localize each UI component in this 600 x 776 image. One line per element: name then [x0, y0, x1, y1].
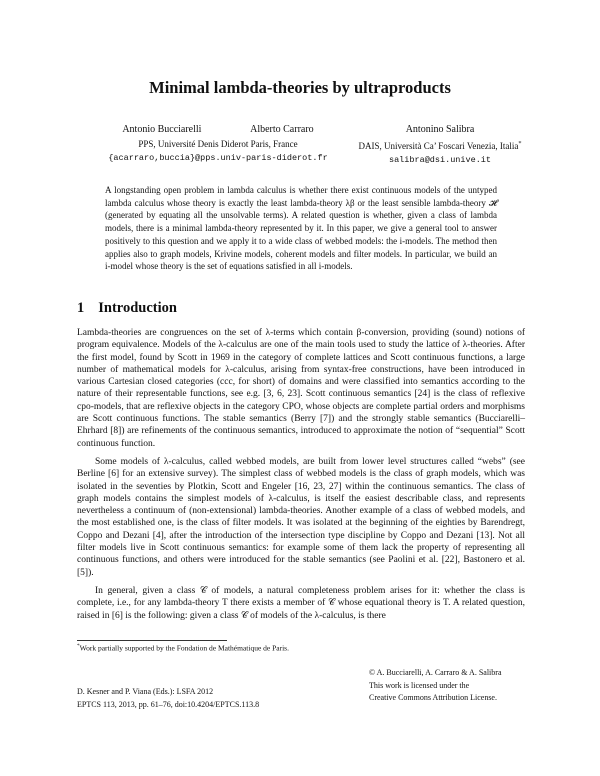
author-affiliation: DAIS, Università Ca’ Foscari Venezia, Italia*	[358, 140, 522, 151]
author-name: Alberto Carraro	[250, 124, 314, 135]
section-title: Introduction	[98, 300, 177, 316]
publication-line: D. Kesner and P. Viana (Eds.): LSFA 2012	[77, 687, 214, 696]
author-name: Antonino Salibra	[405, 124, 475, 135]
author-names-left	[98, 122, 338, 137]
author-name: Antonio Bucciarelli	[122, 124, 202, 135]
publication-info	[77, 686, 259, 711]
author-email: {acarraro,buccia}@pps.univ-paris-diderot.fr	[108, 153, 328, 163]
author-email: salibra@dsi.unive.it	[388, 155, 492, 165]
footnote-rule	[77, 640, 227, 641]
abstract: A longstanding open problem in lambda calculus is whether there exist continuous models of the untyped lambda calculus whose theory is exactly the least lambda-theory λβ or the least sensible lambda-theory 𝓗 (generated by equating all the unsolvable terms). A related question is whether, given a class of lambda models, there is a minimal lambda-theory represented by it. In this paper, we give a general tool to answer positively to this question and we apply it to a wide class of webbed models: the i-models. The method then applies also to graph models, Krivine models, coherent models and filter models. In particular, we build an i-model whose theory is the set of equations satisfied in all i-models.	[105, 185, 497, 272]
footnote-mark: *	[518, 140, 522, 147]
copyright-line: © A. Bucciarelli, A. Carraro & A. Salibra	[369, 668, 502, 677]
body-text	[77, 327, 525, 622]
footnote-mark: *	[77, 643, 80, 649]
license-line: Creative Commons Attribution License.	[369, 693, 497, 702]
footnote-text: Work partially supported by the Fondation de Mathématique de Paris.	[79, 643, 289, 653]
author-block-right	[350, 122, 530, 167]
author-affiliation: PPS, Université Denis Diderot Paris, France	[138, 139, 298, 149]
publication-line: EPTCS 113, 2013, pp. 61–76, doi:10.4204/EPTCS.113.8	[77, 699, 260, 709]
paragraph: Lambda-theories are congruences on the set of λ-terms which contain β-conversion, providing (sound) notions of program equivalence. Models of the λ-calculus are one of the main tools used to study the lattice of λ-theories. After the first model, found by Scott in 1969 in the category of complete lattices and Scott continuous functions, a large number of mathematical models for λ-calculus, arising from syntax-free constructions, have been introduced in various Cartesian closed categories (ccc, for short) of domains and were classified into semantics according to the nature of their representable functions, see e.g. [3, 6, 23]. Scott continuous semantics [24] is the class of reflexive cpo-models, that are reflexive objects in the category CPO, whose objects are complete partial orders and morphisms are Scott continuous functions. The stable semantics (Berry [7]) and the strongly stable semantics (Bucciarelli–Ehrhard [8]) are refinements of the continuous semantics, introduced to approximate the notion of “sequential” Scott continuous function.	[77, 328, 525, 449]
license-info	[369, 667, 502, 705]
license-line: This work is licensed under the	[369, 680, 470, 690]
paragraph: Some models of λ-calculus, called webbed models, are built from lower level structures called “webs” (see Berline [6] for an extensive survey). The simplest class of webbed models is the class of graph models, which was isolated in the seventies by Plotkin, Scott and Engeler [16, 23, 27] within the continuous semantics. The class of graph models contains the simplest models of λ-calculus, is itself the easiest describable class, and represents nevertheless a continuum of (non-extensional) lambda-theories. Another example of a class of webbed models, and the most established one, is the class of filter models. It was isolated at the beginning of the eighties by Barendregt, Coppo and Dezani [4], after the introduction of the intersection type discipline by Coppo and Dezani [13]. Not all filter models live in Scott continuous semantics: for example some of them lack the property of representing all continuous functions, and others were introduced for the stable semantics (see Paolini et al. [22], Bastonero et al. [5]).	[77, 456, 525, 578]
author-block-left	[98, 122, 338, 165]
paragraph: In general, given a class 𝒞 of models, a natural completeness problem arises for it: whether the class is complete, i.e., for any lambda-theory T there exists a member of 𝒞 whose equational theory is T. A related question, raised in [6] is the following: given a class 𝒞 of models of the λ-calculus, is there	[77, 585, 525, 621]
section-number: 1	[77, 300, 85, 316]
section-heading	[77, 300, 177, 317]
paper-title: Minimal lambda-theories by ultraproducts	[149, 78, 451, 97]
footnote	[77, 643, 289, 653]
